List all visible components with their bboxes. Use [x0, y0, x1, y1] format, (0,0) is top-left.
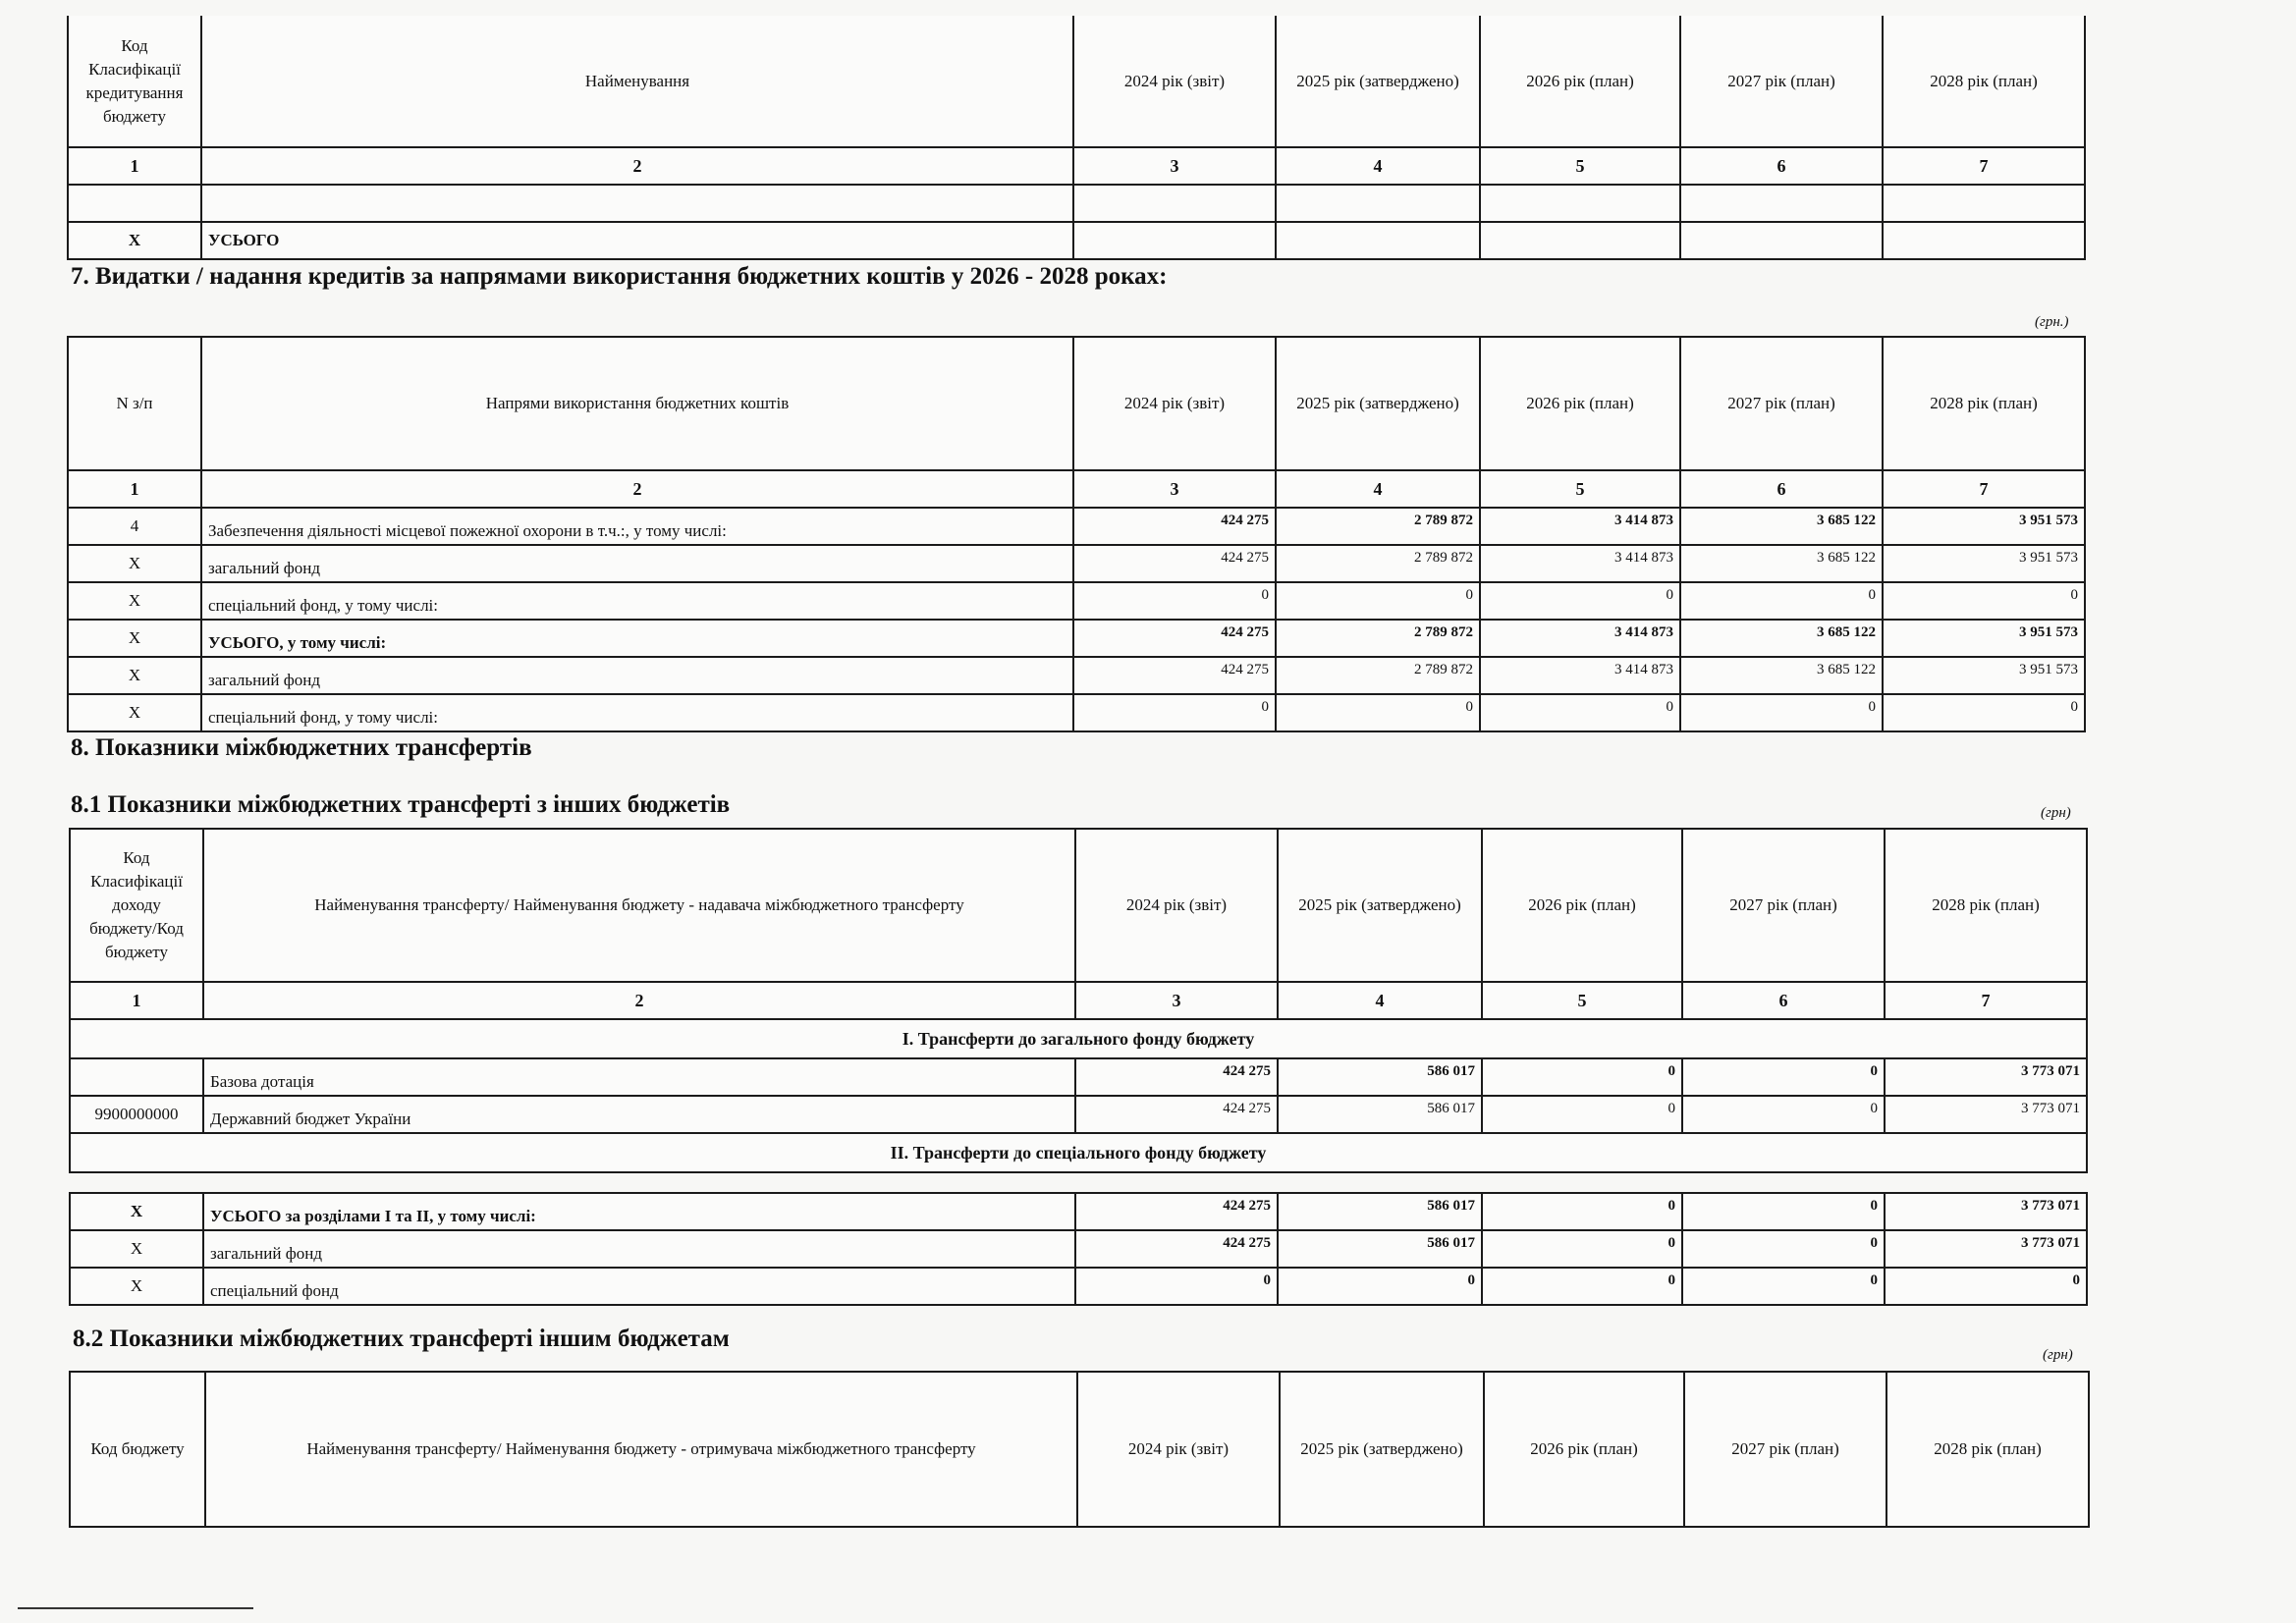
value-2026: 3 414 873 [1480, 620, 1680, 657]
total-row [70, 1268, 2087, 1305]
row-name: Забезпечення діяльності місцевої пожежної охорони в т.ч.:, у тому числі: [201, 508, 1073, 545]
value-2027: 0 [1680, 694, 1883, 731]
index-cell: 5 [1482, 982, 1682, 1019]
header-cell: 2024 рік (звіт) [1073, 337, 1276, 470]
value-2025: 0 [1276, 582, 1480, 620]
value-2025: 586 017 [1278, 1096, 1482, 1133]
value-2026: 3 414 873 [1480, 657, 1680, 694]
total-row [68, 222, 2085, 259]
table-header-row [70, 829, 2087, 982]
value-2025: 0 [1278, 1268, 1482, 1305]
value-2027: 3 685 122 [1680, 545, 1883, 582]
total-row [70, 1230, 2087, 1268]
row-number: 4 [68, 508, 201, 545]
value-2026: 0 [1480, 694, 1680, 731]
header-cell: 2025 рік (затверджено) [1276, 16, 1480, 147]
section-8-1-title: 8.1 Показники міжбюджетних трансферті з інших бюджетів [71, 791, 731, 818]
value-2028: 3 773 071 [1885, 1096, 2087, 1133]
section-ii-label: ІІ. Трансферти до спеціального фонду бюджету [70, 1133, 2087, 1172]
value-2026: 3 414 873 [1480, 508, 1680, 545]
index-cell: 7 [1885, 982, 2087, 1019]
row-name: спеціальний фонд, у тому числі: [201, 694, 1073, 731]
header-cell: 2027 рік (план) [1682, 829, 1885, 982]
value-2024: 424 275 [1075, 1193, 1278, 1230]
row-code: Х [70, 1230, 203, 1268]
header-cell: 2025 рік (затверджено) [1278, 829, 1482, 982]
value-2026: 0 [1482, 1096, 1682, 1133]
table-header-row [70, 1372, 2089, 1527]
header-cell: 2026 рік (план) [1484, 1372, 1684, 1527]
index-cell: 3 [1073, 470, 1276, 508]
header-cell: 2028 рік (план) [1886, 1372, 2089, 1527]
row-name: Базова дотація [203, 1058, 1075, 1096]
value-2026: 0 [1482, 1058, 1682, 1096]
index-cell: 4 [1276, 147, 1480, 185]
index-cell: 3 [1073, 147, 1276, 185]
index-cell: 4 [1276, 470, 1480, 508]
transfers-in-table [69, 828, 2088, 1173]
value-2025: 2 789 872 [1276, 508, 1480, 545]
header-cell: 2025 рік (затверджено) [1280, 1372, 1484, 1527]
value-2028: 0 [1883, 694, 2085, 731]
transfers-in-totals-table [69, 1192, 2088, 1306]
table-header-row [68, 337, 2085, 470]
value-2024: 424 275 [1075, 1096, 1278, 1133]
value-2024: 0 [1073, 582, 1276, 620]
header-cell: 2024 рік (звіт) [1077, 1372, 1280, 1527]
header-cell: 2027 рік (план) [1680, 16, 1883, 147]
index-cell: 3 [1075, 982, 1278, 1019]
value-2025: 586 017 [1278, 1058, 1482, 1096]
value-2028: 3 951 573 [1883, 620, 2085, 657]
header-cell: 2026 рік (план) [1482, 829, 1682, 982]
index-cell: 2 [201, 147, 1073, 185]
expenditure-table [67, 336, 2086, 732]
value-2024: 0 [1073, 694, 1276, 731]
table-row [68, 582, 2085, 620]
index-cell: 6 [1680, 470, 1883, 508]
total-row [70, 1193, 2087, 1230]
index-cell: 5 [1480, 470, 1680, 508]
value-2024: 424 275 [1073, 508, 1276, 545]
header-cell: 2028 рік (план) [1883, 337, 2085, 470]
value-2028: 0 [1885, 1268, 2087, 1305]
value-2027: 3 685 122 [1680, 620, 1883, 657]
header-cell: 2025 рік (затверджено) [1276, 337, 1480, 470]
value-2024: 424 275 [1073, 620, 1276, 657]
row-number: Х [68, 620, 201, 657]
section-i-label: І. Трансферти до загального фонду бюджету [70, 1019, 2087, 1058]
row-name: загальний фонд [203, 1230, 1075, 1268]
index-cell: 5 [1480, 147, 1680, 185]
index-cell: 1 [68, 147, 201, 185]
header-cell: 2024 рік (звіт) [1073, 16, 1276, 147]
value-2024: 424 275 [1073, 545, 1276, 582]
value-2028: 3 951 573 [1883, 508, 2085, 545]
value-2025: 2 789 872 [1276, 545, 1480, 582]
header-cell: Код бюджету [70, 1372, 205, 1527]
row-number: Х [68, 582, 201, 620]
index-cell: 6 [1680, 147, 1883, 185]
header-cell: Найменування трансферту/ Найменування бюджету - отримувача міжбюджетного трансферту [205, 1372, 1077, 1527]
value-2028: 3 951 573 [1883, 657, 2085, 694]
value-2027: 0 [1682, 1268, 1885, 1305]
row-code: Х [68, 222, 201, 259]
value-2026: 0 [1482, 1268, 1682, 1305]
header-cell: Код Класифікації доходу бюджету/Код бюджету [70, 829, 203, 982]
index-cell: 7 [1883, 470, 2085, 508]
table-row [70, 1058, 2087, 1096]
header-cell: 2026 рік (план) [1480, 337, 1680, 470]
table-row [68, 185, 2085, 222]
value-2027: 0 [1680, 582, 1883, 620]
value-2024: 424 275 [1075, 1230, 1278, 1268]
value-2026: 0 [1482, 1230, 1682, 1268]
value-2024: 424 275 [1075, 1058, 1278, 1096]
row-code: Х [70, 1193, 203, 1230]
table-row [68, 508, 2085, 545]
table-header-row [68, 16, 2085, 147]
section-8-2-title: 8.2 Показники міжбюджетних трансферті іншим бюджетам [73, 1325, 730, 1352]
value-2027: 0 [1682, 1193, 1885, 1230]
value-2028: 0 [1883, 582, 2085, 620]
value-2025: 2 789 872 [1276, 657, 1480, 694]
value-2026: 0 [1480, 582, 1680, 620]
value-2027: 3 685 122 [1680, 508, 1883, 545]
value-2026: 0 [1482, 1193, 1682, 1230]
value-2025: 586 017 [1278, 1193, 1482, 1230]
table-row [68, 620, 2085, 657]
value-2025: 2 789 872 [1276, 620, 1480, 657]
row-name: УСЬОГО [201, 222, 1073, 259]
value-2028: 3 951 573 [1883, 545, 2085, 582]
value-2024: 0 [1075, 1268, 1278, 1305]
value-2028: 3 773 071 [1885, 1058, 2087, 1096]
header-cell: Код Класифікації кредитування бюджету [68, 16, 201, 147]
header-cell: 2027 рік (план) [1680, 337, 1883, 470]
index-cell: 7 [1883, 147, 2085, 185]
section-8-2-unit: (грн) [2043, 1347, 2073, 1363]
row-name: спеціальний фонд, у тому числі: [201, 582, 1073, 620]
value-2028: 3 773 071 [1885, 1193, 2087, 1230]
index-cell: 1 [70, 982, 203, 1019]
row-name: спеціальний фонд [203, 1268, 1075, 1305]
value-2025: 0 [1276, 694, 1480, 731]
row-name: загальний фонд [201, 657, 1073, 694]
transfers-out-table [69, 1371, 2090, 1528]
table-row [68, 694, 2085, 731]
header-cell: 2028 рік (план) [1885, 829, 2087, 982]
section-7-title: 7. Видатки / надання кредитів за напрямами використання бюджетних коштів у 2026 - 2028 роках: [71, 263, 1168, 290]
footer-divider [18, 1607, 253, 1609]
value-2027: 0 [1682, 1058, 1885, 1096]
row-name: УСЬОГО, у тому числі: [201, 620, 1073, 657]
section-8-title: 8. Показники міжбюджетних трансфертів [71, 734, 532, 761]
index-cell: 2 [201, 470, 1073, 508]
index-row [70, 982, 2087, 1019]
index-cell: 1 [68, 470, 201, 508]
value-2027: 0 [1682, 1096, 1885, 1133]
header-cell: N з/п [68, 337, 201, 470]
row-code [70, 1058, 203, 1096]
section-row [70, 1133, 2087, 1172]
header-cell: 2027 рік (план) [1684, 1372, 1886, 1527]
row-name: загальний фонд [201, 545, 1073, 582]
index-cell: 4 [1278, 982, 1482, 1019]
index-cell: 2 [203, 982, 1075, 1019]
index-cell: 6 [1682, 982, 1885, 1019]
value-2027: 0 [1682, 1230, 1885, 1268]
header-cell: Найменування трансферту/ Найменування бюджету - надавача міжбюджетного трансферту [203, 829, 1075, 982]
section-row [70, 1019, 2087, 1058]
value-2025: 586 017 [1278, 1230, 1482, 1268]
table-row [68, 657, 2085, 694]
index-row [68, 147, 2085, 185]
header-cell: 2026 рік (план) [1480, 16, 1680, 147]
row-number: Х [68, 657, 201, 694]
section-7-unit: (грн.) [2035, 314, 2069, 330]
header-cell: Напрями використання бюджетних коштів [201, 337, 1073, 470]
row-name: УСЬОГО за розділами І та ІІ, у тому числі: [203, 1193, 1075, 1230]
row-name: Державний бюджет України [203, 1096, 1075, 1133]
value-2024: 424 275 [1073, 657, 1276, 694]
value-2028: 3 773 071 [1885, 1230, 2087, 1268]
index-row [68, 470, 2085, 508]
row-code: Х [70, 1268, 203, 1305]
table-row [68, 545, 2085, 582]
table-row [70, 1096, 2087, 1133]
credit-table [67, 16, 2086, 260]
row-code: 9900000000 [70, 1096, 203, 1133]
header-cell: Найменування [201, 16, 1073, 147]
value-2026: 3 414 873 [1480, 545, 1680, 582]
row-number: Х [68, 694, 201, 731]
header-cell: 2028 рік (план) [1883, 16, 2085, 147]
section-8-1-unit: (грн) [2041, 805, 2071, 821]
row-number: Х [68, 545, 201, 582]
header-cell: 2024 рік (звіт) [1075, 829, 1278, 982]
value-2027: 3 685 122 [1680, 657, 1883, 694]
